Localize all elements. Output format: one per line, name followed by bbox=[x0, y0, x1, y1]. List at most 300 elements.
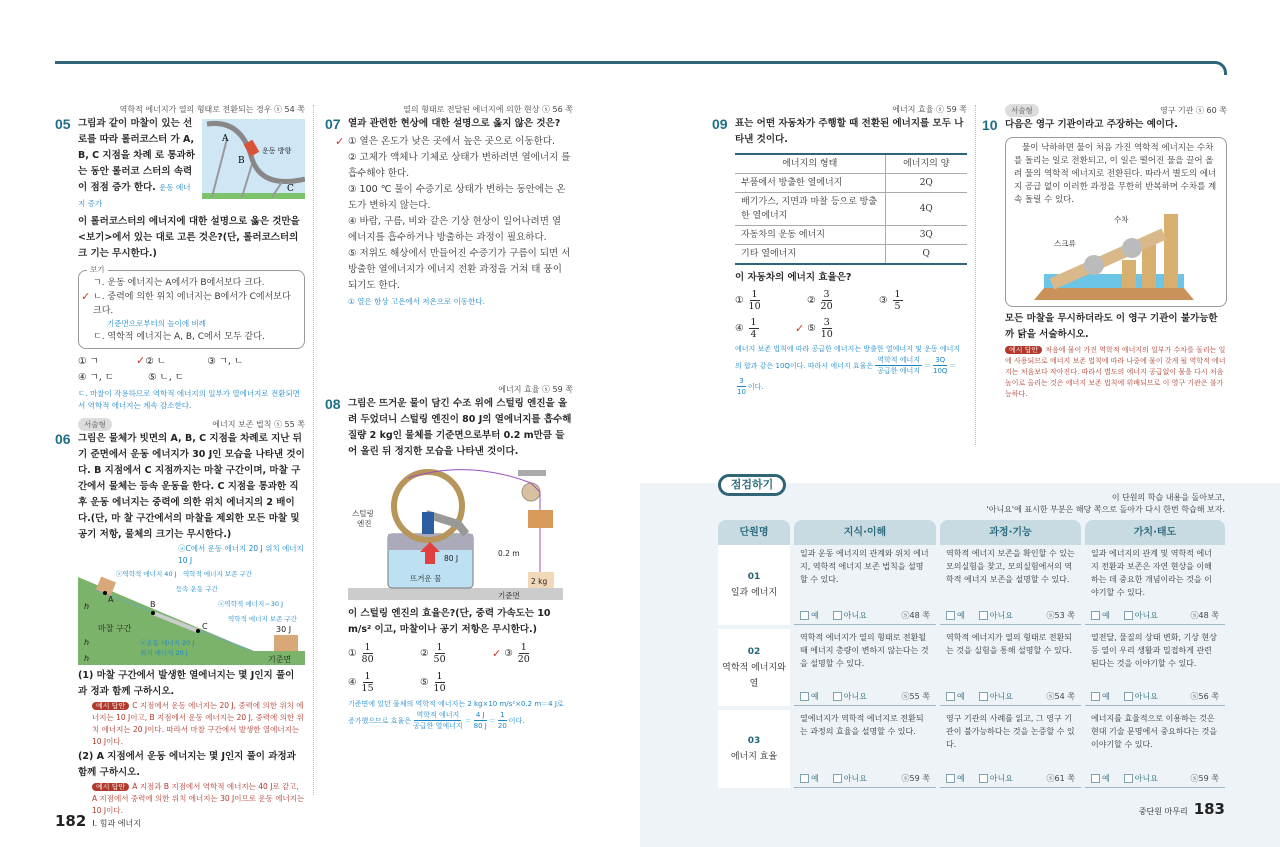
denominator: 10Q bbox=[933, 367, 948, 375]
answer-text: A 지점과 B 지점에서 역학적 에너지는 40 J로 같고, A 지점에서 중력에 의한 위치 에너지는 30 J이므로 운동 에너지는 10 J이다. bbox=[92, 782, 305, 815]
page-reference: ⓢ48 쪽 bbox=[901, 611, 930, 620]
q09-title bbox=[735, 116, 967, 148]
no-checkbox[interactable] bbox=[1124, 611, 1133, 620]
section-label: 중단원 마무리 bbox=[1138, 807, 1188, 816]
unit-number: 03 bbox=[747, 736, 761, 746]
page-reference: ⓢ54 쪽 bbox=[1046, 692, 1075, 701]
objective-text: 역학적 에너지 보존을 확인할 수 있는 모의실험을 찾고, 모의실험에서의 역학적 에너지 보존을 설명할 수 있다. bbox=[946, 549, 1075, 584]
middle-column-top bbox=[325, 104, 573, 308]
wheel-label: 수차 bbox=[1114, 215, 1129, 224]
choice-row bbox=[735, 289, 967, 312]
right-column-1 bbox=[712, 104, 967, 397]
q08-number: 08 bbox=[325, 396, 341, 412]
column-header: 단원명 bbox=[718, 520, 790, 545]
choice-row bbox=[735, 317, 967, 340]
yes-checkbox[interactable] bbox=[1091, 611, 1100, 620]
bogi-item: ㄱ. 운동 에너지는 A에서가 B에서보다 크다. bbox=[93, 278, 265, 288]
no-checkbox[interactable] bbox=[979, 692, 988, 701]
choice[interactable] bbox=[735, 317, 795, 340]
q09-explanation: 에너지 보존 법칙에 따라 공급한 에너지는 방출한 열에너지 및 운동 에너지 의 합과 같은 10Q이다. 따라서 에너지 효율은 역학적 에너지 공급한 에너지 ＝ $\frac{3Q}{10Q}$ ＝ $\frac{3}{10}$ 이다. bbox=[735, 343, 967, 397]
question-05 bbox=[55, 116, 305, 412]
choice-row bbox=[348, 671, 573, 694]
text-line: 모든 마찰을 무시하더라도 이 영구 기관이 불가능한 까 bbox=[1005, 313, 1218, 340]
check-icon: ✓ bbox=[795, 322, 805, 335]
ground-label: 기준면 bbox=[268, 655, 292, 664]
ground-label: 기준면 bbox=[498, 591, 520, 600]
q09-energy-table bbox=[735, 153, 967, 265]
friction-label: 마찰 구간 bbox=[98, 624, 132, 633]
choice[interactable] bbox=[348, 642, 420, 665]
text-line: (1) 마찰 구간에서 발생한 열에너지는 몇 J인지 풀이 과 bbox=[78, 670, 295, 697]
self-check bbox=[800, 691, 930, 702]
yes-label: 예 bbox=[957, 692, 965, 701]
text-line: 이 롤러코스터의 에너지에 대한 설명으로 옳은 것만을 bbox=[78, 216, 300, 227]
page-reference: ⓢ59 쪽 bbox=[901, 774, 930, 783]
choice[interactable] bbox=[879, 289, 903, 312]
page-top-rule bbox=[55, 61, 1227, 75]
annotation: 위치 에너지 10 J bbox=[178, 544, 304, 565]
denominator: 5 bbox=[894, 301, 901, 312]
denominator: 20 bbox=[820, 301, 833, 312]
table-row bbox=[735, 245, 967, 265]
review-cell bbox=[794, 629, 936, 706]
q09-reference: 에너지 효율 ⓢ 59 쪽 bbox=[892, 105, 967, 114]
review-cell bbox=[1085, 629, 1225, 706]
yes-label: 예 bbox=[811, 611, 819, 620]
column-divider bbox=[313, 105, 314, 795]
option[interactable] bbox=[348, 214, 573, 246]
option-line: ④ 바람, 구름, 비와 같은 기상 현상이 일어나려면 열 bbox=[348, 216, 562, 227]
yes-checkbox[interactable] bbox=[1091, 774, 1100, 783]
q10-title: 다음은 영구 기관이라고 주장하는 예이다. bbox=[1005, 119, 1178, 130]
column-header: 에너지의 양 bbox=[885, 154, 967, 174]
yes-label: 예 bbox=[1102, 692, 1110, 701]
text-line: 이고, 마찰이나 공기 저항은 무시한다.) bbox=[374, 624, 537, 635]
bogi-item: ㄴ. 중력에 의한 위치 에너지는 B에서가 C에서보다 bbox=[93, 292, 291, 302]
text-line: 이 스털링 엔진의 효율은?(단, 중력 가속도는 10 m/s² bbox=[348, 608, 551, 635]
explanation-line: 기준면에 있던 물체의 역학적 에너지는 2 kg×10 m/s²×0.2 m＝4 J로 bbox=[348, 700, 564, 708]
unit-name: 역학적 에너지와 열 bbox=[722, 662, 786, 689]
text-line: 올린 뒤 정지한 모습을 나타낸 것이다. bbox=[360, 446, 519, 457]
self-check bbox=[800, 610, 930, 621]
text-line: 준면에서 운동 에너지가 30 J인 모습을 나타낸 것이다. B bbox=[78, 449, 305, 476]
option-line: 를 흡수해야 한다. bbox=[348, 152, 571, 179]
left-footer bbox=[55, 812, 141, 830]
engine-label: 스털링 bbox=[352, 509, 374, 518]
column-divider bbox=[975, 105, 976, 445]
review-note bbox=[987, 492, 1225, 516]
option-line: 서 방출한 열에너지가 에너지 전환 과정을 거쳐 태 bbox=[348, 248, 571, 275]
essay-badge: 서술형 bbox=[1005, 104, 1039, 117]
q05-explanation: ㄷ. 마찰이 작용하므로 역학적 에너지의 일부가 열에너지로 전환되면서 역학적 에너지는 계속 감소한다. bbox=[78, 389, 300, 410]
table-cell: 2Q bbox=[885, 174, 967, 193]
denominator: 80 J bbox=[473, 722, 487, 730]
yes-label: 예 bbox=[957, 774, 965, 783]
annotation: 등속 운동 구간 bbox=[176, 585, 218, 593]
numerator: 1 bbox=[436, 642, 443, 653]
numerator: 3 bbox=[823, 317, 830, 328]
text-line: 로 통과하는 동안 롤러코 bbox=[78, 150, 195, 177]
column-header: 과정·기능 bbox=[940, 520, 1081, 545]
review-title: 점검하기 bbox=[718, 474, 786, 496]
q05-stem bbox=[78, 116, 196, 212]
q08-choices bbox=[348, 642, 573, 694]
yes-checkbox[interactable] bbox=[800, 611, 809, 620]
denominator: 10 bbox=[748, 301, 761, 312]
option-line: ⑤ 저위도 해상에서 만들어진 수증기가 구름이 되면 bbox=[348, 248, 559, 259]
objective-text: 열에너지가 역학적 에너지로 전환되는 과정의 효율을 설명할 수 있다. bbox=[800, 714, 924, 736]
option[interactable] bbox=[348, 182, 573, 214]
option-line: 에너지를 흡수하거나 방출하는 과정이 필요하다. bbox=[348, 232, 547, 243]
column-header: 지식·이해 bbox=[794, 520, 936, 545]
yes-label: 예 bbox=[811, 774, 819, 783]
option[interactable] bbox=[348, 150, 573, 182]
middle-column-bottom bbox=[325, 384, 573, 731]
text-line: 한다. bbox=[133, 182, 156, 193]
text-line: 지점에서 C 지점까지는 마찰 구간이며, 마찰 구간에서 bbox=[78, 465, 301, 492]
yes-label: 예 bbox=[1102, 611, 1110, 620]
self-check bbox=[1091, 691, 1219, 702]
text-line: 스터의 속력이 점점 증가 bbox=[78, 166, 193, 193]
right-column-2 bbox=[982, 104, 1227, 400]
unit-name: 일과 에너지 bbox=[730, 588, 778, 598]
choice-num: ② bbox=[420, 648, 429, 659]
annotation: ⓐ운동 에너지 20 J bbox=[140, 639, 195, 647]
choice-num: ① bbox=[735, 295, 744, 306]
table-row bbox=[735, 226, 967, 245]
choice-num: ⑤ bbox=[420, 677, 429, 688]
no-label: 아니요 bbox=[1134, 774, 1158, 783]
choice[interactable] bbox=[348, 671, 420, 694]
water-label: 뜨거운 물 bbox=[410, 574, 442, 583]
page-number: 183 bbox=[1193, 800, 1225, 818]
q08-reference: 에너지 효율 ⓢ 59 쪽 bbox=[498, 385, 573, 394]
answer-badge: 예시 답안 bbox=[92, 702, 129, 710]
text-line: 닭을 서술하시오. bbox=[1017, 329, 1089, 340]
text-line: 선로를 따라 롤러코스터 bbox=[78, 118, 193, 145]
choice[interactable]: ③ ㄱ, ㄴ bbox=[207, 356, 244, 367]
q07-reference: 열의 형태로 전달된 에너지에 의한 현상 ⓢ 56 쪽 bbox=[403, 105, 573, 114]
no-checkbox[interactable] bbox=[1124, 692, 1133, 701]
denominator: 4 bbox=[750, 329, 757, 340]
left-column bbox=[55, 104, 305, 817]
q05-number: 05 bbox=[55, 116, 71, 132]
equals: ＝ bbox=[464, 716, 472, 725]
right-footer bbox=[1139, 800, 1225, 818]
text-line: 에너지는 중력에 의한 위치 에너지의 2 배이다.(단, 마 bbox=[78, 497, 295, 524]
choice[interactable] bbox=[492, 642, 530, 665]
numerator: 3 bbox=[823, 289, 830, 300]
answer-badge: 예시 답안 bbox=[92, 783, 129, 791]
yes-label: 예 bbox=[1102, 774, 1110, 783]
no-label: 아니요 bbox=[1134, 611, 1158, 620]
stirling-engine-figure bbox=[348, 464, 563, 602]
unit-number: 02 bbox=[747, 646, 761, 657]
choice[interactable] bbox=[420, 642, 492, 665]
text-line: 기는 무시한다.) bbox=[90, 248, 157, 259]
text-line: 질량 2 kg인 물체를 기준면으로부터 0.2 m만큼 들어 bbox=[348, 430, 565, 457]
annotation: 운동 에너지 증가 bbox=[78, 183, 191, 208]
text-line: 가 A, B, C 지점을 차례 bbox=[78, 134, 195, 161]
choice-num: ③ bbox=[879, 295, 888, 306]
screw-label: 스크류 bbox=[1054, 239, 1076, 248]
annotation: ⓐ역학적 에너지＝30 J bbox=[218, 600, 283, 608]
text-line: 나타낸 것이다. bbox=[735, 118, 964, 145]
text-line: 그림과 같이 마찰이 있는 bbox=[78, 118, 180, 129]
q10-reference: 영구 기관 ⓢ 60 쪽 bbox=[1160, 105, 1227, 115]
column-header: 가치·태도 bbox=[1085, 520, 1225, 545]
annotation: 역학적 에너지 보존 구간 bbox=[228, 615, 297, 623]
no-label: 아니요 bbox=[989, 692, 1013, 701]
denominator: 20 bbox=[517, 654, 530, 665]
no-label: 아니요 bbox=[843, 611, 867, 620]
q07-title: 열과 관련한 현상에 대한 설명으로 옳지 않은 것은? bbox=[348, 118, 561, 129]
no-label: 아니요 bbox=[989, 611, 1013, 620]
table-row bbox=[735, 174, 967, 193]
unit-name-cell bbox=[718, 710, 790, 788]
option[interactable]: ① 열은 온도가 낮은 곳에서 높은 곳으로 이동한다. bbox=[348, 136, 556, 147]
self-check bbox=[1091, 773, 1219, 784]
option[interactable] bbox=[348, 246, 573, 294]
point-label: C bbox=[202, 622, 208, 631]
no-label: 아니요 bbox=[989, 774, 1013, 783]
note-line: 이 단원의 학습 내용을 돌아보고, bbox=[1111, 493, 1225, 502]
denominator: 10 bbox=[433, 683, 446, 694]
chapter-label: Ⅰ. 힘과 에너지 bbox=[92, 819, 141, 828]
answer-text: C 지점에서 운동 에너지는 20 J, 중력에 의한 위치 에너지는 10 J이고, B 지점에서 운동 에너지는 20 J, 중력에 의한 위치 에너지는 20 J이다. 따라서 마찰 구간에서 발생한 열에너지는 10 J이다. bbox=[92, 701, 304, 746]
q06-subquestions bbox=[78, 668, 305, 817]
q08-explanation bbox=[348, 698, 573, 731]
page-reference: ⓢ59 쪽 bbox=[1190, 774, 1219, 783]
denominator: 공급한 열에너지 bbox=[413, 722, 463, 730]
q06-reference: 에너지 보존 법칙 ⓢ 55 쪽 bbox=[212, 419, 305, 429]
q06-note bbox=[78, 543, 305, 567]
check-icon: ✓ bbox=[335, 135, 345, 148]
engine-label: 엔진 bbox=[357, 519, 372, 528]
text-line: 물체의 크기는 무시한다.) bbox=[124, 529, 232, 540]
choice-num: ④ bbox=[735, 323, 744, 334]
denominator: 10 bbox=[820, 329, 833, 340]
no-checkbox[interactable] bbox=[833, 774, 842, 783]
no-label: 아니요 bbox=[1134, 692, 1158, 701]
equals: ＝ bbox=[488, 716, 496, 725]
page-reference: ⓢ56 쪽 bbox=[1190, 692, 1219, 701]
yes-checkbox[interactable] bbox=[946, 611, 955, 620]
subquestion-2 bbox=[78, 749, 305, 781]
option-line: ② 고체가 액체나 기체로 상태가 변하려면 열에너지 bbox=[348, 152, 559, 163]
numerator: 4 J bbox=[475, 711, 485, 719]
question-07 bbox=[325, 116, 573, 308]
point-label: B bbox=[238, 156, 245, 166]
numerator: 1 bbox=[500, 711, 505, 719]
review-cell bbox=[940, 629, 1081, 706]
incline-figure bbox=[78, 569, 305, 665]
direction-label: 운동 방향 bbox=[262, 147, 292, 155]
self-check bbox=[946, 610, 1075, 621]
yes-label: 예 bbox=[811, 692, 819, 701]
no-checkbox[interactable] bbox=[979, 611, 988, 620]
check-icon: ✓ bbox=[81, 290, 91, 303]
q08-stem bbox=[348, 396, 573, 460]
page-reference: ⓢ53 쪽 bbox=[1046, 611, 1075, 620]
bogi-item: 크다. bbox=[93, 306, 114, 316]
numerator: 1 bbox=[751, 289, 758, 300]
energy-label: 30 J bbox=[276, 625, 292, 634]
option-line: ③ 100 ℃ 물이 수증기로 상태가 변하는 동안에는 온 bbox=[348, 184, 566, 195]
review-cell bbox=[940, 710, 1081, 788]
text-line: 물체는 등속 운동을 한다. C 지점을 통과한 직후 운동 bbox=[78, 481, 299, 508]
denominator: 80 bbox=[361, 654, 374, 665]
no-label: 아니요 bbox=[843, 774, 867, 783]
text-line: 함께 구하시오. bbox=[78, 767, 140, 778]
q10-number: 10 bbox=[982, 117, 998, 133]
objective-text: 영구 기관의 사례를 읽고, 그 영구 기관이 불가능하다는 것을 논증할 수 있다. bbox=[946, 714, 1075, 749]
height-label: h bbox=[84, 654, 90, 663]
option-line: 풍이 되기도 한다. bbox=[348, 264, 562, 291]
point-label: A bbox=[108, 595, 114, 604]
yes-checkbox[interactable] bbox=[800, 774, 809, 783]
self-check bbox=[800, 773, 930, 784]
table-cell: 부품에서 방출한 열에너지 bbox=[735, 174, 885, 193]
answer-badge: 예시 답안 bbox=[1005, 346, 1042, 354]
height-label: h bbox=[84, 638, 90, 647]
choice[interactable]: ① ㄱ bbox=[78, 356, 99, 367]
q07-explanation: ① 열은 항상 고온에서 저온으로 이동한다. bbox=[348, 297, 485, 306]
text-line: 찰 구간에서의 마찰을 제외한 모든 마찰 및 공기 저항, bbox=[78, 513, 300, 540]
check-icon: ✓ bbox=[492, 647, 502, 660]
table-cell: 기타 열에너지 bbox=[735, 245, 885, 265]
heat-label: 80 J bbox=[444, 554, 459, 563]
choice-num: ② bbox=[807, 295, 816, 306]
review-cell bbox=[794, 710, 936, 788]
objective-text: 역학적 에너지가 열의 형태로 전환될 때 에너지 총량이 변하지 않는다는 것을 설명할 수 있다. bbox=[800, 633, 929, 668]
text-line: 려 두었더니 스털링 엔진이 80 J의 열에너지를 흡수해 bbox=[348, 414, 572, 425]
explanation-line: 에너지 보존 법칙에 따라 공급한 에너지는 방출한 열에너지 및 운동 에너지 bbox=[735, 345, 961, 353]
q07-options bbox=[335, 134, 573, 294]
table-row bbox=[735, 193, 967, 226]
option-line: 도가 변하지 않는다. bbox=[348, 200, 431, 211]
choice-num: ⑤ bbox=[807, 323, 816, 334]
yes-checkbox[interactable] bbox=[800, 692, 809, 701]
table-header-row bbox=[735, 154, 967, 174]
q05-choices bbox=[78, 353, 305, 386]
self-check bbox=[946, 773, 1075, 784]
q06-header bbox=[55, 418, 305, 431]
objective-text: 역학적 에너지가 열의 형태로 전환되는 것을 실험을 통해 설명할 수 있다. bbox=[946, 633, 1073, 655]
q05-question bbox=[78, 214, 305, 262]
numerator: 3Q bbox=[935, 356, 946, 364]
no-label: 아니요 bbox=[843, 692, 867, 701]
page-reference: ⓢ61 쪽 bbox=[1046, 774, 1075, 783]
numerator: 1 bbox=[520, 642, 527, 653]
table-cell: 3Q bbox=[885, 226, 967, 245]
bogi-box bbox=[78, 265, 305, 349]
roller-coaster-figure bbox=[202, 119, 305, 199]
no-checkbox[interactable] bbox=[833, 611, 842, 620]
numerator: 3 bbox=[739, 377, 744, 385]
note-line: '아니요'에 표시한 부분은 해당 쪽으로 돌아가 다시 한번 학습해 보자. bbox=[986, 505, 1225, 514]
review-cell bbox=[1085, 710, 1225, 788]
choice[interactable]: ④ ㄱ, ㄷ bbox=[78, 372, 114, 383]
denominator: 15 bbox=[361, 683, 374, 694]
text-line: 그림은 물체가 빗면의 A, B, C 지점을 차례로 지난 뒤 기 bbox=[78, 433, 302, 460]
q10-question bbox=[1005, 311, 1227, 343]
denominator: 50 bbox=[433, 654, 446, 665]
objective-text: 에너지를 효율적으로 이용하는 것은 현대 기술 문명에서 중요하다는 것을 이야기할 수 있다. bbox=[1091, 714, 1218, 749]
page-number: 182 bbox=[55, 812, 87, 830]
review-cell bbox=[940, 545, 1081, 625]
self-check bbox=[946, 691, 1075, 702]
numerator: 1 bbox=[436, 671, 443, 682]
choice-num: ④ bbox=[348, 677, 357, 688]
denominator: 20 bbox=[497, 722, 507, 730]
point-label: C bbox=[287, 184, 294, 194]
choice[interactable] bbox=[420, 671, 446, 694]
text-line: 그림은 뜨거운 물이 담긴 수조 위에 스털링 엔진을 올 bbox=[348, 398, 568, 409]
point-label: A bbox=[222, 134, 229, 144]
objective-text: 일과 에너지의 관계 및 역학적 에너지 전환과 보존은 자연 현상을 이해하는 데 중요한 개념이라는 것을 이야기할 수 있다. bbox=[1091, 549, 1212, 597]
unit-name-cell bbox=[718, 545, 790, 625]
answer-text: 처음에 물이 가진 역학적 에너지의 일부가 수차를 돌리는 일에 사용되므로 에너지 보존 법칙에 따라 나중에 물이 갖게 될 역학적 에너지는 처음보다 작아진다. 따라서 별도의 에너지 공급없이 물을 다시 처음 높이로 올리는 것은 에너지 보존 법칙에 위배되므로 이 영구 기관은 불가능하다. bbox=[1005, 346, 1226, 398]
choice[interactable] bbox=[807, 289, 879, 312]
perpetual-machine-figure bbox=[1014, 210, 1214, 302]
explanation-text: 의 합과 같은 10Q이다. 따라서 에너지 효율은 bbox=[735, 361, 874, 370]
q08-question bbox=[348, 606, 573, 638]
no-checkbox[interactable] bbox=[833, 692, 842, 701]
denominator: 공급한 에너지 bbox=[877, 367, 920, 375]
text-line: <보기>에서 있는 대로 고른 것은?(단, 롤러코스터의 크 bbox=[78, 232, 299, 259]
unit-name: 에너지 효율 bbox=[730, 752, 778, 762]
yes-checkbox[interactable] bbox=[1091, 692, 1100, 701]
objective-text: 열전달, 물질의 상태 변화, 기상 현상 등 열이 우리 생활과 밀접하게 관련된다는 것을 이야기할 수 있다. bbox=[1091, 633, 1217, 668]
table-cell: 4Q bbox=[885, 193, 967, 226]
choice-row bbox=[348, 642, 573, 665]
no-checkbox[interactable] bbox=[1124, 774, 1133, 783]
point-label: B bbox=[150, 600, 156, 609]
explanation-text: 이다. bbox=[508, 716, 525, 725]
choice[interactable] bbox=[795, 317, 833, 340]
choice[interactable] bbox=[735, 289, 807, 312]
numerator: 1 bbox=[750, 317, 757, 328]
explanation-text: 이다. bbox=[747, 382, 764, 391]
subquestion-1 bbox=[78, 668, 305, 700]
yes-checkbox[interactable] bbox=[946, 692, 955, 701]
page-reference: ⓢ55 쪽 bbox=[901, 692, 930, 701]
choice[interactable]: ⑤ ㄴ, ㄷ bbox=[148, 372, 184, 383]
table-cell: 자동차의 운동 에너지 bbox=[735, 226, 885, 245]
denominator: 10 bbox=[737, 388, 746, 396]
review-cell bbox=[794, 545, 936, 625]
numerator: 역학적 에너지 bbox=[416, 711, 460, 719]
no-checkbox[interactable] bbox=[979, 774, 988, 783]
choice-num: ① bbox=[348, 648, 357, 659]
column-header: 에너지의 형태 bbox=[735, 154, 885, 174]
mass-label: 2 kg bbox=[531, 577, 548, 586]
question-08 bbox=[325, 396, 573, 731]
bogi-item: ㄷ. 역학적 에너지는 A, B, C에서 모두 같다. bbox=[93, 332, 265, 342]
annotation: ⓐ역학적 에너지 40 J bbox=[116, 570, 177, 578]
yes-checkbox[interactable] bbox=[946, 774, 955, 783]
essay-badge: 서술형 bbox=[78, 418, 112, 431]
unit-number: 01 bbox=[747, 572, 761, 582]
review-cell bbox=[1085, 545, 1225, 625]
q10-answer bbox=[1005, 345, 1227, 400]
q10-header bbox=[982, 104, 1227, 117]
box-text: 물이 낙하하면 물이 처음 가진 역학적 에너지는 수차를 돌리는 일로 전환되고, 이 일은 떨어진 물을 끌어 올려 물의 역학적 에너지로 전환된다. 따라서 별도의 에너지 공급 없이 이러한 과정을 무한히 반복하며 수차를 계속 돌릴 수 있다. bbox=[1014, 143, 1217, 205]
objective-text: 일과 운동 에너지의 관계와 위치 에너지, 역학적 에너지 보존 법칙을 설명할 수 있다. bbox=[800, 549, 929, 584]
question-10 bbox=[982, 117, 1227, 400]
choice[interactable]: ② ㄴ bbox=[145, 356, 166, 367]
